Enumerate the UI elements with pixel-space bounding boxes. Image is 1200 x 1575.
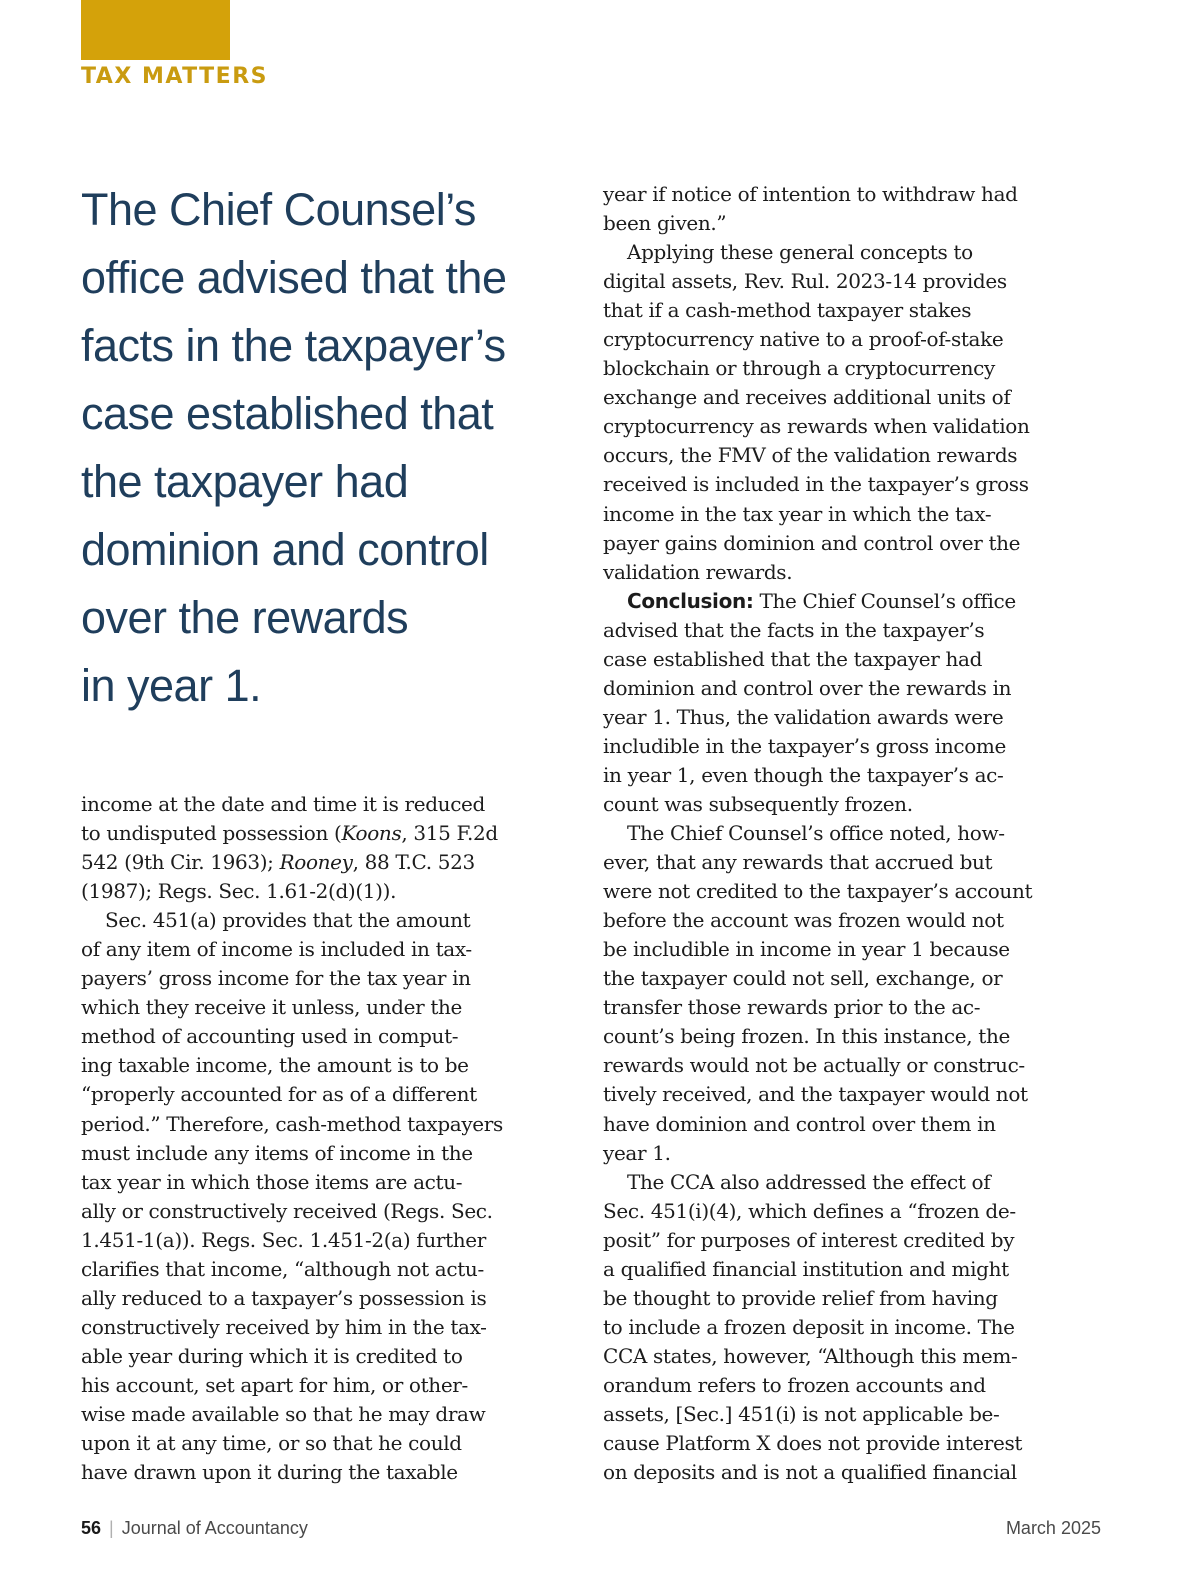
text-line: ally reduced to a taxpayer’s possession is [81, 1285, 487, 1310]
pull-quote-line: facts in the taxpayer’s [81, 320, 506, 371]
text-line: received is included in the taxpayer’s gross [603, 472, 1029, 497]
text-line: tively received, and the taxpayer would not [603, 1082, 1028, 1107]
pull-quote-line: office advised that the [81, 252, 507, 303]
text-line: occurs, the FMV of the validation rewards [603, 443, 1018, 468]
text-line: validation rewards. [603, 559, 793, 584]
text-line [603, 587, 1093, 616]
text-line: cryptocurrency native to a proof-of-stake [603, 327, 1004, 352]
text-line: in year 1, even though the taxpayer’s ac- [603, 762, 1004, 787]
pull-quote-line: dominion and control [81, 524, 489, 575]
text-run: The Chief Counsel’s office [753, 588, 1016, 613]
right-column [603, 180, 1093, 1487]
text-line: ever, that any rewards that accrued but [603, 850, 993, 875]
text-line: cause Platform X does not provide interest [603, 1431, 1023, 1456]
section-label: TAX MATTERS [81, 64, 268, 89]
publication-name: Journal of Accountancy [121, 1518, 308, 1538]
text-run: , 315 F.2d [401, 821, 498, 846]
text-line: method of accounting used in comput- [81, 1024, 459, 1049]
text-line: a qualified financial institution and might [603, 1256, 1009, 1281]
section-color-tab [81, 0, 230, 60]
text-line: posit” for purposes of interest credited by [603, 1227, 1015, 1252]
text-line: ally or constructively received (Regs. Sec. [81, 1198, 493, 1223]
pull-quote-line: case established that [81, 388, 494, 439]
text-line: advised that the facts in the taxpayer’s [603, 617, 985, 642]
text-line: count’s being frozen. In this instance, the [603, 1024, 1010, 1049]
text-line: able year during which it is credited to [81, 1343, 463, 1368]
text-line: were not credited to the taxpayer’s account [603, 879, 1033, 904]
text-line: income in the tax year in which the tax- [603, 501, 992, 526]
text-line: dominion and control over the rewards in [603, 675, 1012, 700]
text-line: year if notice of intention to withdraw had [603, 182, 1018, 206]
text-line: before the account was frozen would not [603, 908, 1004, 933]
text-line: which they receive it unless, under the [81, 995, 463, 1020]
text-line: “properly accounted for as of a different [81, 1082, 477, 1107]
text-line: to include a frozen deposit in income. The [603, 1314, 1015, 1339]
text-line: Sec. 451(i)(4), which defines a “frozen de- [603, 1198, 1016, 1223]
page-number: 56 [81, 1518, 102, 1538]
text-line: The Chief Counsel’s office noted, how- [627, 821, 1005, 846]
text-line: CCA states, however, “Although this mem- [603, 1343, 1018, 1368]
text-line: that if a cash-method taxpayer stakes [603, 298, 972, 323]
text-line: digital assets, Rev. Rul. 2023-14 provides [603, 269, 1007, 294]
text-line: year 1. [603, 1140, 671, 1165]
text-line: blockchain or through a cryptocurrency [603, 356, 995, 381]
text-run: 542 (9th Cir. 1963); [81, 850, 280, 875]
text-line: (1987); Regs. Sec. 1.61-2(d)(1)). [81, 879, 397, 904]
text-line: constructively received by him in the tax- [81, 1314, 487, 1339]
pull-quote-line: in year 1. [81, 660, 262, 711]
text-line: rewards would not be actually or construc- [603, 1053, 1025, 1078]
text-line: payers’ gross income for the tax year in [81, 966, 471, 991]
text-line: cryptocurrency as rewards when validation [603, 414, 1030, 439]
text-line: assets, [Sec.] 451(i) is not applicable be- [603, 1401, 1000, 1426]
text-line: have drawn upon it during the taxable [81, 1460, 458, 1485]
text-line: clarifies that income, “although not actu- [81, 1256, 484, 1281]
text-line: have dominion and control over them in [603, 1111, 996, 1136]
page-footer [81, 1518, 1101, 1544]
text-line: exchange and receives additional units of [603, 385, 1011, 410]
text-line: year 1. Thus, the validation awards were [603, 704, 1004, 729]
pull-quote-line: The Chief Counsel’s [81, 184, 476, 235]
text-line: The CCA also addressed the effect of [627, 1169, 991, 1194]
text-line: tax year in which those items are actu- [81, 1169, 463, 1194]
text-line: income at the date and time it is reduced [81, 792, 485, 816]
text-line: includible in the taxpayer’s gross income [603, 733, 1006, 758]
text-line: transfer those rewards prior to the ac- [603, 995, 981, 1020]
text-line: the taxpayer could not sell, exchange, or [603, 966, 1003, 991]
text-line: be includible in income in year 1 because [603, 937, 1010, 962]
text-line: case established that the taxpayer had [603, 646, 983, 671]
case-citation: Koons [341, 821, 402, 846]
text-line: orandum refers to frozen accounts and [603, 1372, 986, 1397]
text-line: his account, set apart for him, or other- [81, 1372, 468, 1397]
text-line: upon it at any time, or so that he could [81, 1431, 462, 1456]
pull-quote-line: the taxpayer had [81, 456, 409, 507]
footer-separator: | [109, 1518, 114, 1538]
text-line [81, 819, 561, 848]
text-line: been given.” [603, 211, 727, 236]
text-line: ing taxable income, the amount is to be [81, 1053, 469, 1078]
text-line: period.” Therefore, cash-method taxpayers [81, 1111, 503, 1136]
text-run: to undisputed possession ( [81, 821, 342, 846]
text-line: Sec. 451(a) provides that the amount [105, 908, 471, 933]
left-column [81, 790, 561, 1487]
issue-date: March 2025 [1005, 1518, 1101, 1538]
text-line: 1.451-1(a)). Regs. Sec. 1.451-2(a) further [81, 1227, 486, 1252]
text-line: on deposits and is not a qualified financial [603, 1460, 1017, 1485]
pull-quote [81, 176, 571, 720]
text-line: be thought to provide relief from having [603, 1285, 998, 1310]
text-line: must include any items of income in the [81, 1140, 473, 1165]
text-line [81, 848, 561, 877]
text-line: count was subsequently frozen. [603, 791, 913, 816]
conclusion-heading: Conclusion: [627, 588, 754, 613]
text-line: payer gains dominion and control over the [603, 530, 1021, 555]
text-line: Applying these general concepts to [627, 240, 973, 265]
pull-quote-line: over the rewards [81, 592, 409, 643]
text-line: wise made available so that he may draw [81, 1401, 486, 1426]
text-run: , 88 T.C. 523 [352, 850, 475, 875]
case-citation: Rooney [279, 850, 353, 875]
text-line: of any item of income is included in tax- [81, 937, 472, 962]
